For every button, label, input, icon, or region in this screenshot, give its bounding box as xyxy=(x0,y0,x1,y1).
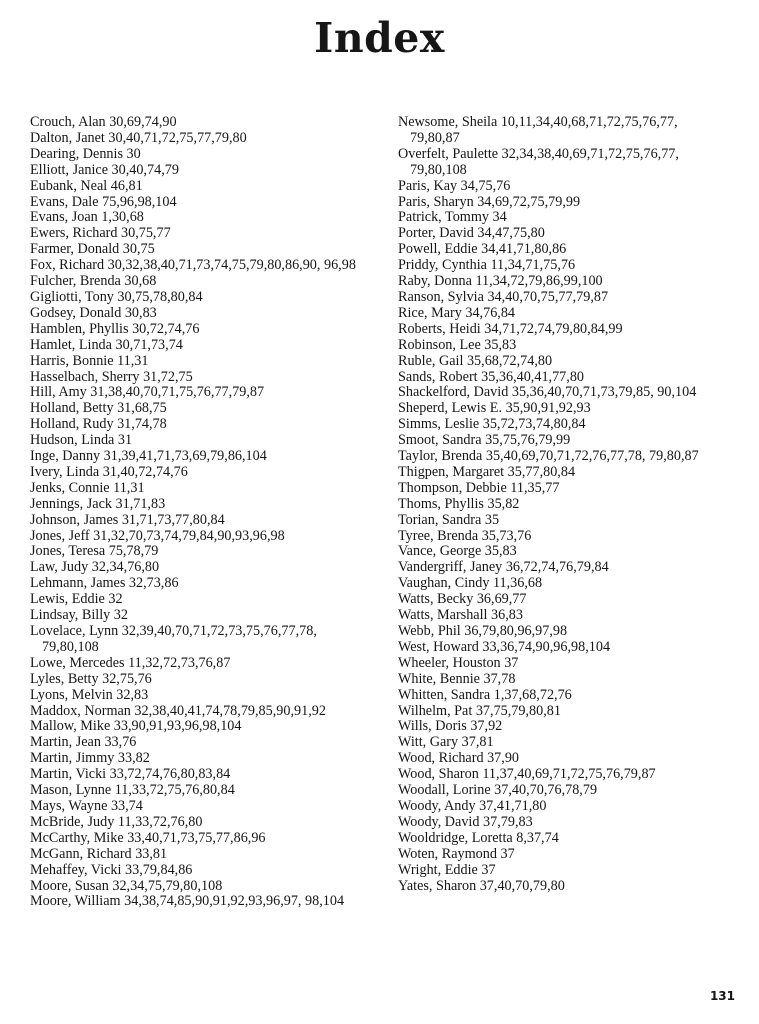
index-entry: Elliott, Janice 30,40,74,79 xyxy=(30,161,179,178)
index-entry: Mays, Wayne 33,74 xyxy=(30,797,143,814)
index-entry: Hasselbach, Sherry 31,72,75 xyxy=(30,368,193,385)
index-entry: Dalton, Janet 30,40,71,72,75,77,79,80 xyxy=(30,129,247,146)
index-entry: Torian, Sandra 35 xyxy=(398,511,500,528)
index-entry: Raby, Donna 11,34,72,79,86,99,100 xyxy=(398,273,603,290)
index-entry: Mason, Lynne 11,33,72,75,76,80,84 xyxy=(30,782,235,799)
index-entry: Porter, David 34,47,75,80 xyxy=(398,225,545,242)
index-entry: Woody, Andy 37,41,71,80 xyxy=(398,797,547,814)
index-entry: Sheperd, Lewis E. 35,90,91,92,93 xyxy=(398,400,591,417)
index-entry: Lowe, Mercedes 11,32,72,73,76,87 xyxy=(30,654,231,671)
index-entry: Roberts, Heidi 34,71,72,74,79,80,84,99 xyxy=(398,320,623,337)
index-entry: Holland, Rudy 31,74,78 xyxy=(30,416,167,433)
index-entry: Lyons, Melvin 32,83 xyxy=(30,686,149,703)
index-entry: Wilhelm, Pat 37,75,79,80,81 xyxy=(398,702,561,719)
index-entry: Woten, Raymond 37 xyxy=(398,845,515,862)
index-entry: Ranson, Sylvia 34,40,70,75,77,79,87 xyxy=(398,288,609,305)
index-entry: Vance, George 35,83 xyxy=(398,543,517,560)
index-entry: Wood, Sharon 11,37,40,69,71,72,75,76,79,87 xyxy=(398,766,656,783)
index-entry: Gigliotti, Tony 30,75,78,80,84 xyxy=(30,288,203,305)
index-entry: Thigpen, Margaret 35,77,80,84 xyxy=(398,463,576,480)
index-entry: Moore, Susan 32,34,75,79,80,108 xyxy=(30,877,223,894)
index-entry: Holland, Betty 31,68,75 xyxy=(30,400,167,417)
index-entry: Paris, Kay 34,75,76 xyxy=(398,177,511,194)
index-entry: Vaughan, Cindy 11,36,68 xyxy=(398,575,543,592)
index-entry: Shackelford, David 35,36,40,70,71,73,79,85, 90,104 xyxy=(398,384,697,401)
index-entry: Wood, Richard 37,90 xyxy=(398,750,520,767)
index-entry: Lyles, Betty 32,75,76 xyxy=(30,670,152,687)
index-entry: Paris, Sharyn 34,69,72,75,79,99 xyxy=(398,193,581,210)
index-entry: Wills, Doris 37,92 xyxy=(398,718,503,735)
index-entry: Simms, Leslie 35,72,73,74,80,84 xyxy=(398,416,586,433)
page-number: 131 xyxy=(709,989,735,1003)
index-entry: Hudson, Linda 31 xyxy=(30,432,133,449)
index-entry: Jenks, Connie 11,31 xyxy=(30,479,145,496)
index-entry: McGann, Richard 33,81 xyxy=(30,845,168,862)
index-entry: Hill, Amy 31,38,40,70,71,75,76,77,79,87 xyxy=(30,384,265,401)
index-entry: Yates, Sharon 37,40,70,79,80 xyxy=(398,877,565,894)
index-entry: Webb, Phil 36,79,80,96,97,98 xyxy=(398,623,568,639)
index-entry: Ewers, Richard 30,75,77 xyxy=(30,225,171,242)
index-entry: Taylor, Brenda 35,40,69,70,71,72,76,77,78, 79,80,87 xyxy=(398,448,699,465)
index-entry: Law, Judy 32,34,76,80 xyxy=(30,559,160,576)
index-entry: Lovelace, Lynn 32,39,40,70,71,72,73,75,76,77,78, 79,80,108 xyxy=(30,623,317,655)
index-entry: Watts, Marshall 36,83 xyxy=(398,607,523,624)
index-entry: Powell, Eddie 34,41,71,80,86 xyxy=(398,241,567,258)
index-entry: Wooldridge, Loretta 8,37,74 xyxy=(398,829,559,846)
index-entry: Fox, Richard 30,32,38,40,71,73,74,75,79,80,86,90, 96,98 xyxy=(30,257,356,274)
index-entry: Robinson, Lee 35,83 xyxy=(398,336,517,353)
index-entry: White, Bennie 37,78 xyxy=(398,670,516,687)
index-entry: Witt, Gary 37,81 xyxy=(398,734,494,751)
index-entry: Vandergriff, Janey 36,72,74,76,79,84 xyxy=(398,559,609,576)
index-entry: Lehmann, James 32,73,86 xyxy=(30,575,179,592)
index-entry: West, Howard 33,36,74,90,96,98,104 xyxy=(398,638,611,655)
index-entry: Martin, Jean 33,76 xyxy=(30,734,137,751)
index-entry: Hamlet, Linda 30,71,73,74 xyxy=(30,336,183,353)
index-entry: Mehaffey, Vicki 33,79,84,86 xyxy=(30,861,193,878)
index-entry: Inge, Danny 31,39,41,71,73,69,79,86,104 xyxy=(30,448,267,465)
index-entry: Crouch, Alan 30,69,74,90 xyxy=(30,114,177,130)
index-entry: Evans, Joan 1,30,68 xyxy=(30,209,144,226)
page-title: Index xyxy=(314,14,445,62)
index-entry: Lewis, Eddie 32 xyxy=(30,591,123,608)
index-entry: Farmer, Donald 30,75 xyxy=(30,241,155,258)
index-entry: Ruble, Gail 35,68,72,74,80 xyxy=(398,352,553,369)
index-entry: Mallow, Mike 33,90,91,93,96,98,104 xyxy=(30,718,242,735)
index-entry: Evans, Dale 75,96,98,104 xyxy=(30,193,177,210)
index-entry: Woody, David 37,79,83 xyxy=(398,813,533,830)
index-entry: Thoms, Phyllis 35,82 xyxy=(398,495,520,512)
index-entry: Hamblen, Phyllis 30,72,74,76 xyxy=(30,320,200,337)
index-entry: Ivery, Linda 31,40,72,74,76 xyxy=(30,463,188,480)
index-entry: Johnson, James 31,71,73,77,80,84 xyxy=(30,511,225,528)
index-entry: McBride, Judy 11,33,72,76,80 xyxy=(30,813,203,830)
index-entry: Watts, Becky 36,69,77 xyxy=(398,591,527,608)
index-entry: Wright, Eddie 37 xyxy=(398,861,496,878)
index-entry: McCarthy, Mike 33,40,71,73,75,77,86,96 xyxy=(30,829,266,846)
index-entry: Harris, Bonnie 11,31 xyxy=(30,352,149,369)
index-entry: Wheeler, Houston 37 xyxy=(398,654,519,671)
index-entry: Martin, Vicki 33,72,74,76,80,83,84 xyxy=(30,766,231,783)
index-entry: Priddy, Cynthia 11,34,71,75,76 xyxy=(398,257,576,274)
index-entry: Eubank, Neal 46,81 xyxy=(30,177,143,194)
index-entry: Maddox, Norman 32,38,40,41,74,78,79,85,90,91,92 xyxy=(30,702,326,719)
index-entry: Dearing, Dennis 30 xyxy=(30,145,141,162)
index-column-right xyxy=(398,115,728,894)
index-entry: Sands, Robert 35,36,40,41,77,80 xyxy=(398,368,585,385)
index-entry: Newsome, Sheila 10,11,34,40,68,71,72,75,76,77, 79,80,87 xyxy=(398,114,678,146)
index-entry: Tyree, Brenda 35,73,76 xyxy=(398,527,532,544)
index-entry: Lindsay, Billy 32 xyxy=(30,607,128,624)
index-entry: Godsey, Donald 30,83 xyxy=(30,304,157,321)
index-entry: Woodall, Lorine 37,40,70,76,78,79 xyxy=(398,782,598,799)
index-entry: Martin, Jimmy 33,82 xyxy=(30,750,150,767)
index-entry: Moore, William 34,38,74,85,90,91,92,93,96,97, 98,104 xyxy=(30,893,345,910)
index-entry: Patrick, Tommy 34 xyxy=(398,209,507,226)
index-entry: Thompson, Debbie 11,35,77 xyxy=(398,479,560,496)
index-entry: Overfelt, Paulette 32,34,38,40,69,71,72,75,76,77, 79,80,108 xyxy=(398,145,679,178)
index-entry: Rice, Mary 34,76,84 xyxy=(398,304,516,321)
index-entry: Fulcher, Brenda 30,68 xyxy=(30,273,157,290)
index-entry: Smoot, Sandra 35,75,76,79,99 xyxy=(398,432,571,449)
index-entry: Jennings, Jack 31,71,83 xyxy=(30,495,166,512)
index-entry: Jones, Teresa 75,78,79 xyxy=(30,543,159,560)
index-entry: Jones, Jeff 31,32,70,73,74,79,84,90,93,96,98 xyxy=(30,527,285,544)
index-entry: Whitten, Sandra 1,37,68,72,76 xyxy=(398,686,572,703)
index-column-left xyxy=(30,115,370,910)
